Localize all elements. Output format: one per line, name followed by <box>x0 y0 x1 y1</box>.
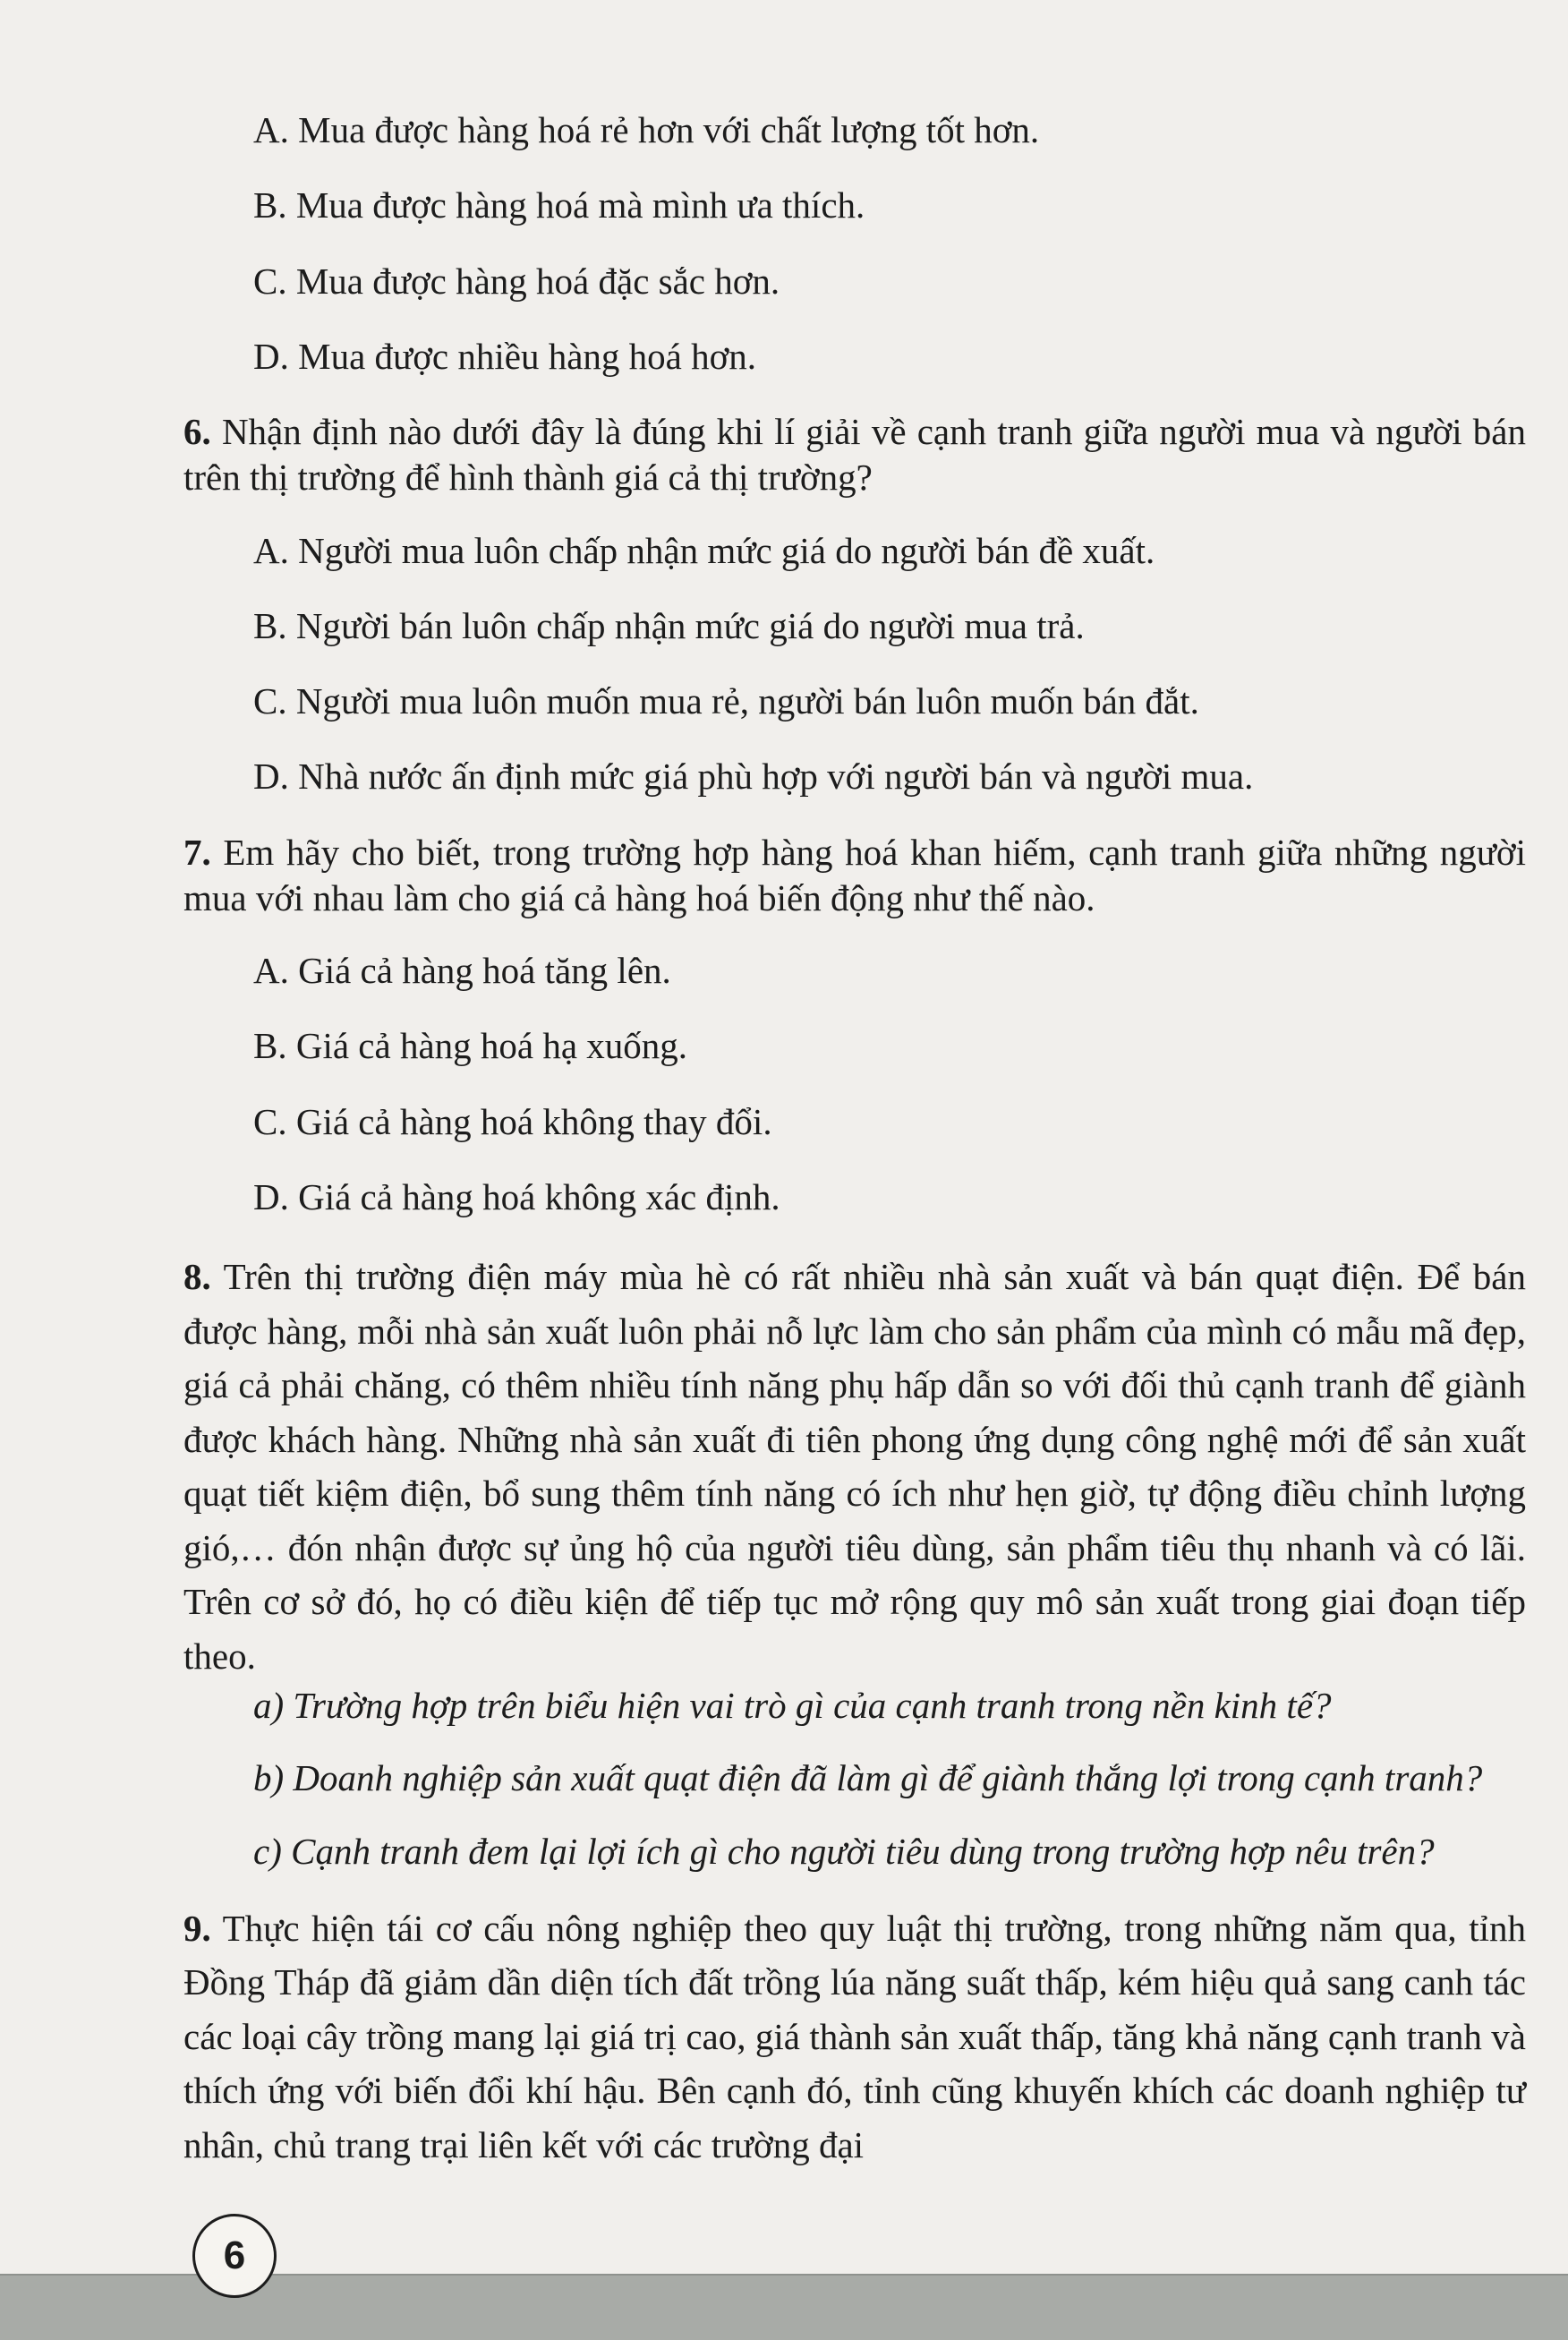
question-9 <box>183 1901 1526 2173</box>
option-d: D. Nhà nước ấn định mức giá phù hợp với người bán và người mua. <box>253 756 1254 798</box>
question-7-stem <box>183 830 1526 922</box>
option-b: B. Người bán luôn chấp nhận mức giá do người mua trả. <box>253 604 1085 646</box>
option-a: A. Mua được hàng hoá rẻ hơn với chất lượng tốt hơn. <box>253 109 1040 150</box>
option-d: D. Giá cả hàng hoá không xác định. <box>253 1175 780 1217</box>
question-number: 6. <box>183 411 211 452</box>
question-6 <box>183 409 1526 800</box>
question-text: Trên thị trường điện máy mùa hè có rất nhiều nhà sản xuất và bán quạt điện. Để bán được hàng, mỗi nhà sản xuất luôn phải nỗ lực làm cho sản phẩm của mình có mẫu mã đẹp, giá cả phải chăng, có thêm nhiều tính năng phụ hấp dẫn so với đối thủ cạnh tranh để giành được khách hàng. Những nhà sản xuất đi tiên phong ứng dụng công nghệ mới để sản xuất quạt tiết kiệm điện, bổ sung thêm tính năng có ích như hẹn giờ, tự động điều chỉnh lượng gió,… đón nhận được sự ủng hộ của người tiêu dùng, sản phẩm tiêu thụ nhanh và có lãi. Trên cơ sở đó, họ có điều kiện để tiếp tục mở rộng quy mô sản xuất trong giai đoạn tiếp theo. <box>183 1256 1526 1677</box>
question-8-stem <box>183 1250 1526 1683</box>
question-8 <box>183 1250 1526 1875</box>
option-c: C. Mua được hàng hoá đặc sắc hơn. <box>253 260 780 302</box>
option-a: A. Giá cả hàng hoá tăng lên. <box>253 950 671 991</box>
question-number: 8. <box>183 1256 211 1297</box>
question-6-stem <box>183 409 1526 501</box>
question-5-options <box>183 107 1526 380</box>
question-7 <box>183 830 1526 1221</box>
question-text: Em hãy cho biết, trong trường hợp hàng hoá khan hiếm, cạnh tranh giữa những người mua với nhau làm cho giá cả hàng hoá biến động như thế nào. <box>183 831 1526 918</box>
option-a: A. Người mua luôn chấp nhận mức giá do người bán đề xuất. <box>253 529 1155 571</box>
question-number: 9. <box>183 1907 211 1949</box>
option-b: B. Giá cả hàng hoá hạ xuống. <box>253 1025 688 1067</box>
subquestion-c: c) Cạnh tranh đem lại lợi ích gì cho người tiêu dùng trong trường hợp nêu trên? <box>253 1830 1435 1872</box>
option-b: B. Mua được hàng hoá mà mình ưa thích. <box>253 184 865 226</box>
option-c: C. Giá cả hàng hoá không thay đổi. <box>253 1100 772 1142</box>
option-c: C. Người mua luôn muốn mua rẻ, người bán luôn muốn bán đắt. <box>253 680 1199 722</box>
question-text: Nhận định nào dưới đây là đúng khi lí giải về cạnh tranh giữa người mua và người bán trên thị trường để hình thành giá cả thị trường? <box>183 411 1526 499</box>
question-text: Thực hiện tái cơ cấu nông nghiệp theo quy luật thị trường, trong những năm qua, tỉnh Đồng Tháp đã giảm dần diện tích đất trồng lúa năng suất thấp, kém hiệu quả sang canh tác các loại cây trồng mang lại giá trị cao, giá thành sản xuất thấp, tăng khả năng cạnh tranh và thích ứng với biến đổi khí hậu. Bên cạnh đó, tỉnh cũng khuyến khích các doanh nghiệp tư nhân, chủ trang trại liên kết với các trường đại <box>183 1907 1527 2165</box>
page-number: 6 <box>192 2214 277 2298</box>
question-number: 7. <box>183 831 211 873</box>
option-d: D. Mua được nhiều hàng hoá hơn. <box>253 335 757 377</box>
page-content <box>183 107 1526 2199</box>
subquestion-a: a) Trường hợp trên biểu hiện vai trò gì của cạnh tranh trong nền kinh tế? <box>253 1685 1332 1726</box>
subquestion-b: b) Doanh nghiệp sản xuất quạt điện đã làm gì để giành thắng lợi trong cạnh tranh? <box>253 1757 1483 1799</box>
question-9-stem <box>183 1901 1526 2173</box>
